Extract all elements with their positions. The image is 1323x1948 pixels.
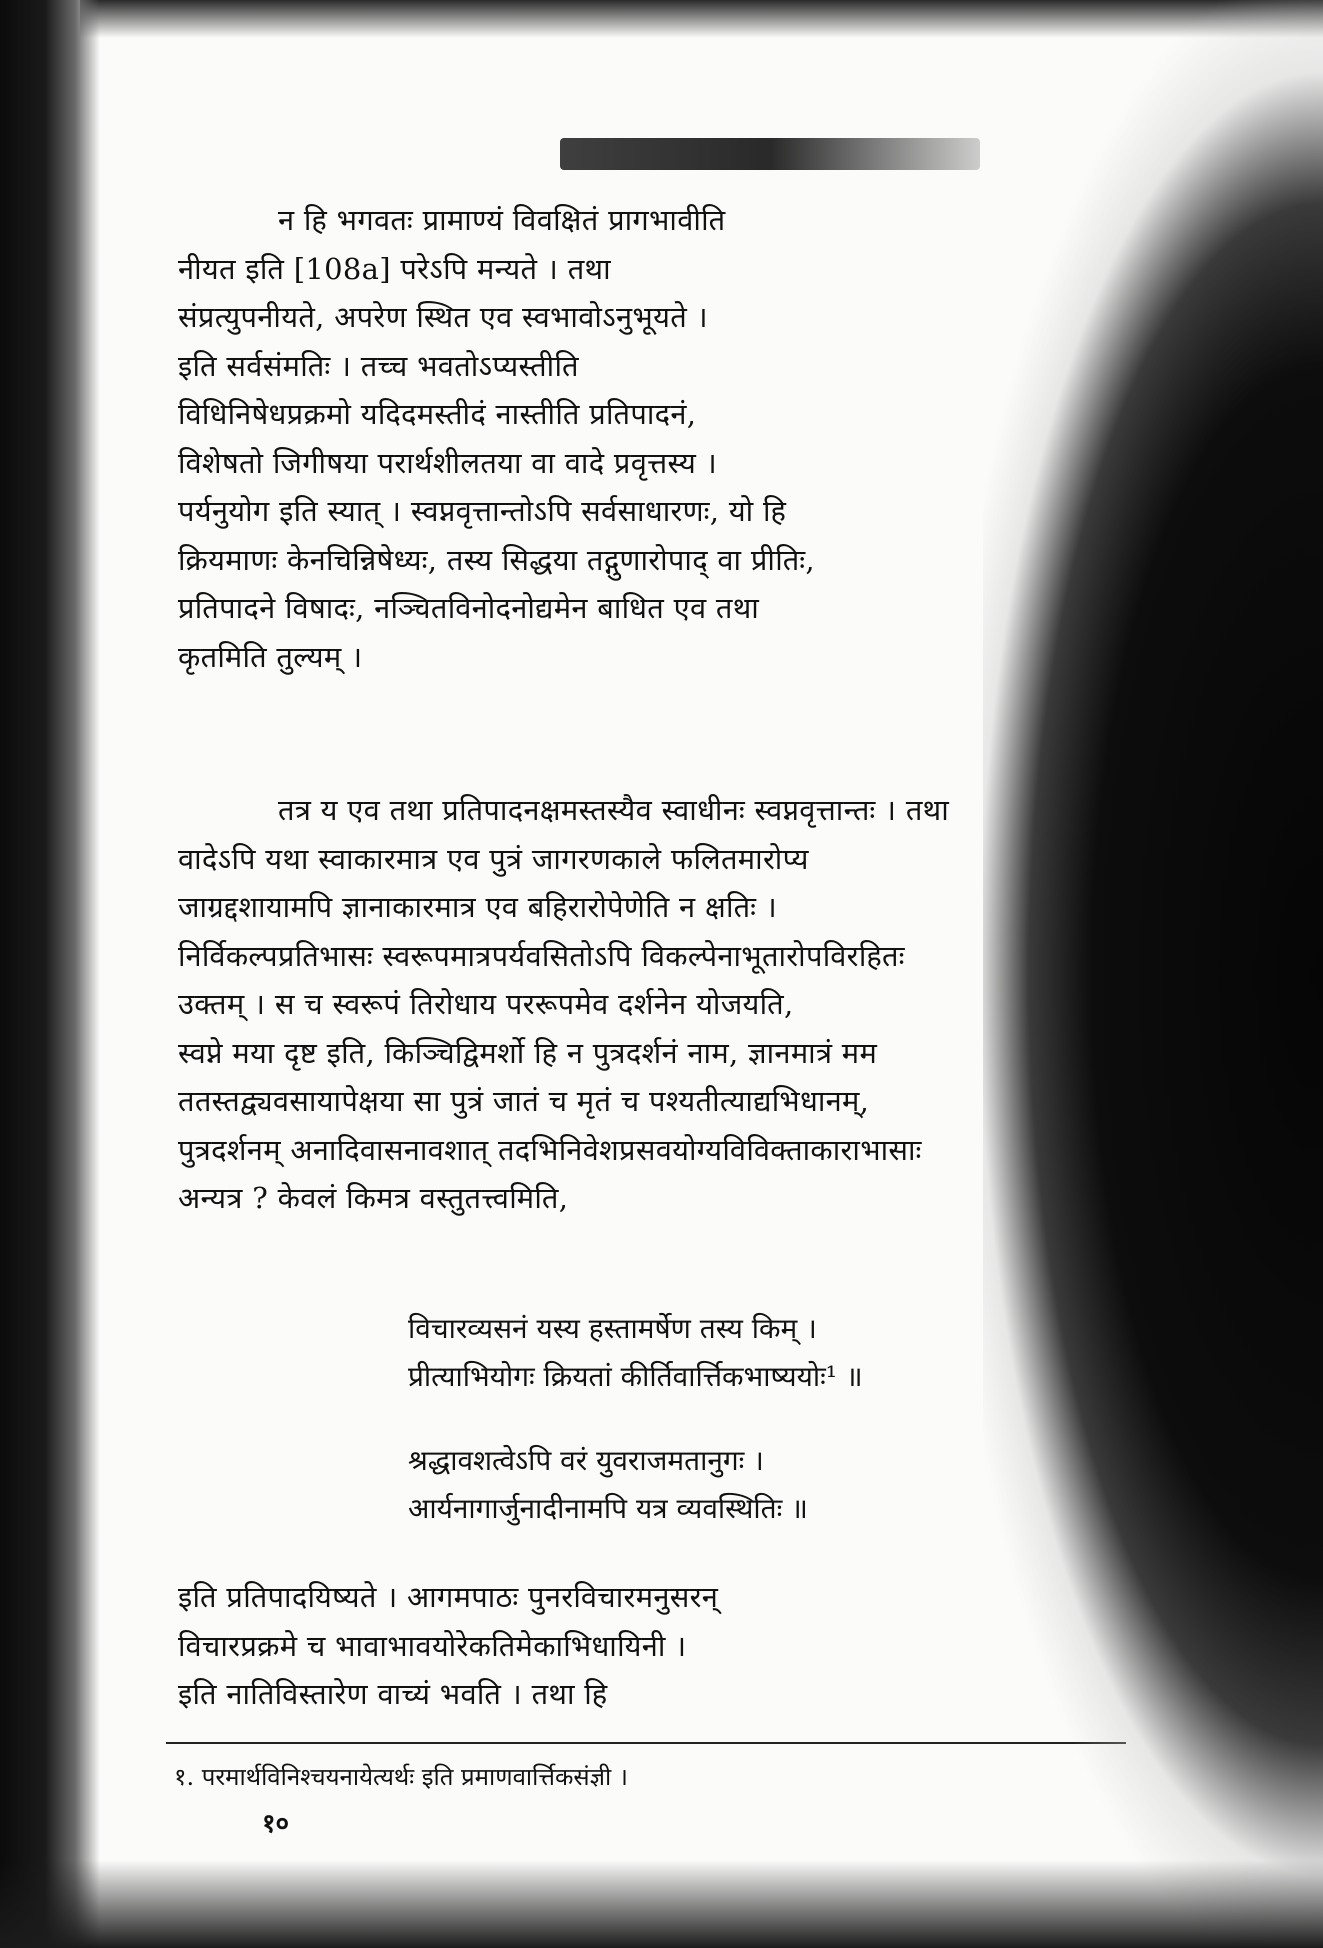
text-line: वादेऽपि यथा स्वाकारमात्र एव पुत्रं जागरणकाले फलितमारोप्य <box>178 841 809 876</box>
text-line: विधिनिषेधप्रक्रमो यदिदमस्तीदं नास्तीति प्रतिपादनं, <box>178 397 697 431</box>
text-line: इति सर्वसंमतिः । तच्च भवतोऽप्यस्तीति <box>178 348 579 383</box>
text-line: न हि भगवतः प्रामाण्यं विवक्षितं प्रागभावीति <box>278 203 726 237</box>
verse-line: आर्यनागार्जुनादीनामपि यत्र व्यवस्थितिः ॥ <box>408 1492 808 1525</box>
page-number: १० <box>262 1809 290 1839</box>
text-line: कृतमिति तुल्यम् । <box>178 639 363 674</box>
text-line: विचारप्रक्रमे च भावाभावयोरेकतिमेकाभिधायिनी । <box>178 1628 687 1663</box>
footnote: १. परमार्थविनिश्चयनायेत्यर्थः इति प्रमाणवार्त्तिकसंज्ञी । <box>174 1763 628 1791</box>
verse-line: विचारव्यसनं यस्य हस्तामर्षेण तस्य किम् । <box>408 1312 817 1345</box>
text-line: प्रतिपादने विषादः, नञ्चितविनोदनोद्यमेन बाधित एव तथा <box>178 591 760 625</box>
text-line: उक्तम् । स च स्वरूपं तिरोधाय पररूपमेव दर्शनेन योजयति, <box>178 987 794 1021</box>
scan-edge-left <box>0 0 100 1948</box>
text-line: इति नातिविस्तारेण वाच्यं भवति । तथा हि <box>178 1677 608 1711</box>
text-line: स्वप्ने मया दृष्ट इति, किञ्चिद्विमर्शो हि न पुत्रदर्शनं नाम, ज्ञानमात्रं मम <box>178 1035 878 1070</box>
text-line: पर्यनुयोग इति स्यात् । स्वप्नवृत्तान्तोऽपि सर्वसाधारणः, यो हि <box>178 494 787 528</box>
text-line: विशेषतो जिगीषया परार्थशीलतया वा वादे प्रवृत्तस्य । <box>178 445 717 480</box>
text-line: तत्र य एव तथा प्रतिपादनक्षमस्तस्यैव स्वाधीनः स्वप्नवृत्तान्तः । तथा <box>278 793 950 827</box>
scan-edge-right <box>983 0 1323 1948</box>
text-line: संप्रत्युपनीयते, अपरेण स्थित एव स्वभावोऽनुभूयते । <box>178 300 708 334</box>
text-line: ततस्तद्व्यवसायापेक्षया सा पुत्रं जातं च मृतं च पश्यतीत्याद्यभिधानम्, <box>178 1084 870 1118</box>
text-line: अन्यत्र ? केवलं किमत्र वस्तुतत्त्वमिति, <box>178 1181 569 1215</box>
scan-edge-bottom <box>0 1858 1323 1948</box>
text-line: निर्विकल्पप्रतिभासः स्वरूपमात्रपर्यवसितोऽपि विकल्पेनाभूतारोपविरहितः <box>178 938 905 973</box>
verse-line: श्रद्धावशत्वेऽपि वरं युवराजमतानुगः । <box>408 1444 764 1477</box>
footnote-divider <box>166 1742 1126 1744</box>
verse-2 <box>408 1437 968 1533</box>
text-line: क्रियमाणः केनचिन्निषेध्यः, तस्य सिद्धया तद्गुणारोपाद् वा प्रीतिः, <box>178 542 815 577</box>
verse-line: प्रीत्याभियोगः क्रियतां कीर्तिवार्त्तिकभाष्ययोः¹ ॥ <box>408 1360 863 1393</box>
text-line: इति प्रतिपादयिष्यते । आगमपाठः पुनरविचारमनुसरन् <box>178 1580 719 1614</box>
verse-1 <box>408 1305 968 1401</box>
running-header-smudge <box>560 138 980 170</box>
text-line: पुत्रदर्शनम् अनादिवासनावशात् तदभिनिवेशप्रसवयोग्यविविक्ताकाराभासाः <box>178 1132 922 1167</box>
text-line: जाग्रद्दशायामपि ज्ञानाकारमात्र एव बहिरारोपेणेति न क्षतिः । <box>178 890 778 924</box>
text-line: नीयत इति [108a] परेऽपि मन्यते । तथा <box>178 251 611 286</box>
